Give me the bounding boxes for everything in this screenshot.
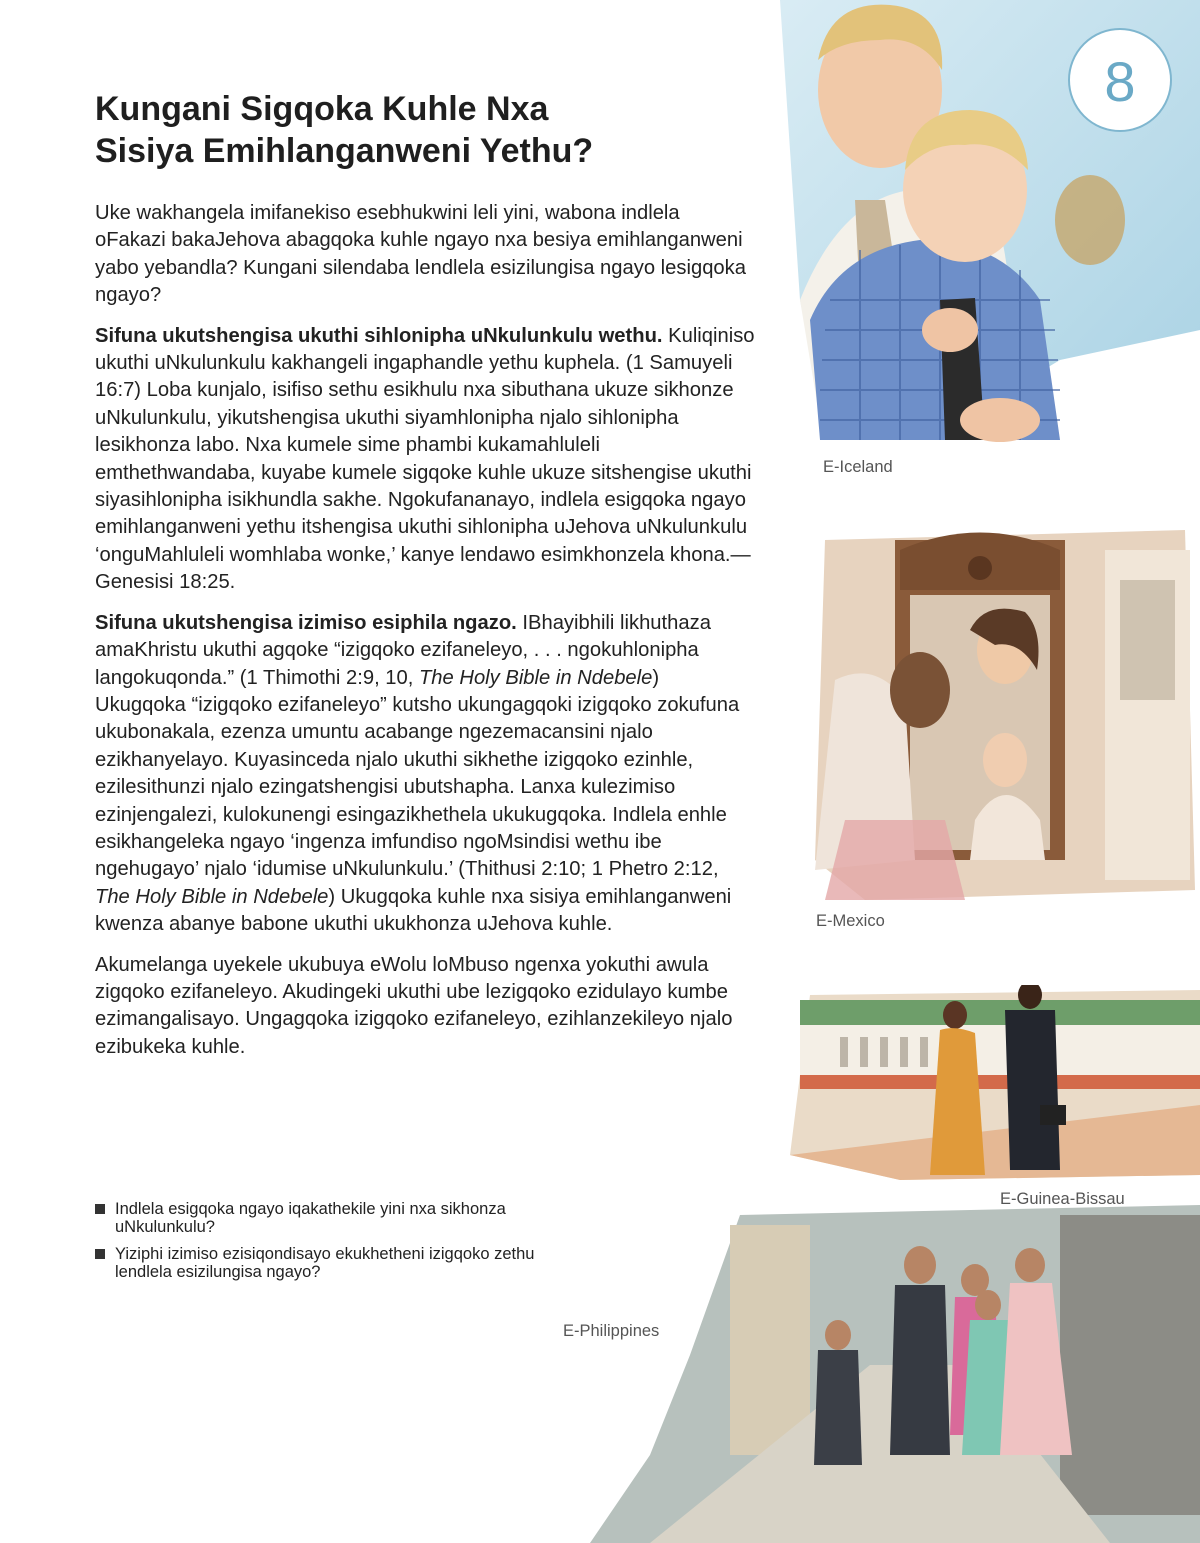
section-principles-text-b: ) Ukugqoka “izigqoko ezifaneleyo” kutsho ukungagqoki izigqoko zokufuna ukubonakala, ezenza umuntu acabange ngezemacansini njalo ezikhanyelayo. Kuyasinceda njalo ukuthi sikhethe izigqoko ezinhle, ezilesithunzi njalo ezingatshengisi ubutshapha. Lanxa kulezimiso ezinjengalezi, kulokunengi esingazikhethela ukukugqoka. Indlela enhle esikhangeleka ngayo ‘ingenza imfundiso ngoMsindisi wethu ibe ngehugayo’ njalo ‘idumise uNkulunkulu.’ (Thithusi 2:10; 1 Phetro 2:12,: [95, 666, 740, 881]
photo-philippines: [590, 1205, 1200, 1543]
closing-paragraph: Akumelanga uyekele ukubuya eWolu loMbuso ngenxa yokuthi awula zigqoko ezifaneleyo. Akudingeki ukuthi ube lezigqoko ezidulayo kumbe ezimangalisayo. Ungagqoka izigqoko ezifaneleyo, ezihlanzekileyo njalo ezibukeka kuhle.: [95, 953, 733, 1058]
question-item: Indlela esigqoka ngayo iqakathekile yini nxa sikhonza uNkulunkulu?: [95, 1200, 565, 1236]
section-principles-text-c: ) Ukugqoka kuhle nxa sisiya emihlanganweni kwenza abanye babone ukuthi ukukhonza uJehova kuhle.: [95, 885, 732, 936]
section-principles-text-a: IBhayibhili likhuthaza amaKhristu ukuthi agqoke “izigqoko ezifaneleyo, . . . ngokuhlonipha langokuqonda.” (1 Thimothi 2:9, 10,: [95, 611, 711, 689]
caption-philippines: E-Philippines: [563, 1322, 660, 1340]
section-respect-text: Kuliqiniso ukuthi uNkulunkulu kakhangeli ingaphandle yethu kuphela. (1 Samuyeli 16:7) Loba kunjalo, isifiso sethu esikhulu nxa sibuthana ukuze sikhonze uNkulunkulu, yikutshengisa ukuthi siyamhlonipha njalo sihlonipha lesikhonza labo. Nxa kumele sime phambi kukamahluleli emthethwandaba, kuyabe kumele sigqoke kuhle ukuze sitshengise ukuthi siyasihlonipha isikhundla sakhe. Ngokufananayo, indlela esigqoka ngayo emihlanganweni yethu itshengisa ukuthi sihlonipha uJehova uNkulunkulu ‘onguMahluleli womhlaba wonke,’ kanye lendawo esimkhonzela khona.—Genesisi 18:25.: [95, 324, 755, 594]
section-principles: [95, 610, 755, 939]
title-line-2: Sisiya Emihlanganweni Yethu?: [95, 132, 594, 170]
article-body: [95, 200, 755, 1074]
bible-reference-b: The Holy Bible in Ndebele: [95, 885, 329, 908]
page-title: [95, 88, 735, 172]
section-respect-lead: Sifuna ukutshengisa ukuthi sihlonipha uNkulunkulu wethu.: [95, 324, 663, 347]
lesson-number-badge: 8: [1068, 28, 1172, 132]
caption-guinea-bissau: E-Guinea-Bissau: [1000, 1190, 1125, 1208]
bible-reference-a: The Holy Bible in Ndebele: [418, 666, 653, 689]
title-line-1: Kungani Sigqoka Kuhle Nxa: [95, 90, 549, 128]
photo-mexico: [805, 520, 1200, 905]
caption-iceland: E-Iceland: [823, 458, 893, 476]
section-principles-lead: Sifuna ukutshengisa izimiso esiphila ngazo.: [95, 611, 517, 634]
question-item: Yiziphi izimiso ezisiqondisayo ekukhetheni izigqoko zethu lendlela esizilungisa ngayo?: [95, 1245, 565, 1281]
intro-paragraph: Uke wakhangela imifanekiso esebhukwini leli yini, wabona indlela oFakazi bakaJehova abagqoka kuhle ngayo nxa besiya emihlanganweni yabo yebandla? Kungani silendaba lendlela esizilungisa ngayo lesigqoka ngayo?: [95, 202, 746, 307]
section-respect: [95, 323, 755, 597]
caption-mexico: E-Mexico: [816, 912, 885, 930]
photo-guinea-bissau: [780, 985, 1200, 1185]
review-questions: [95, 1200, 565, 1290]
